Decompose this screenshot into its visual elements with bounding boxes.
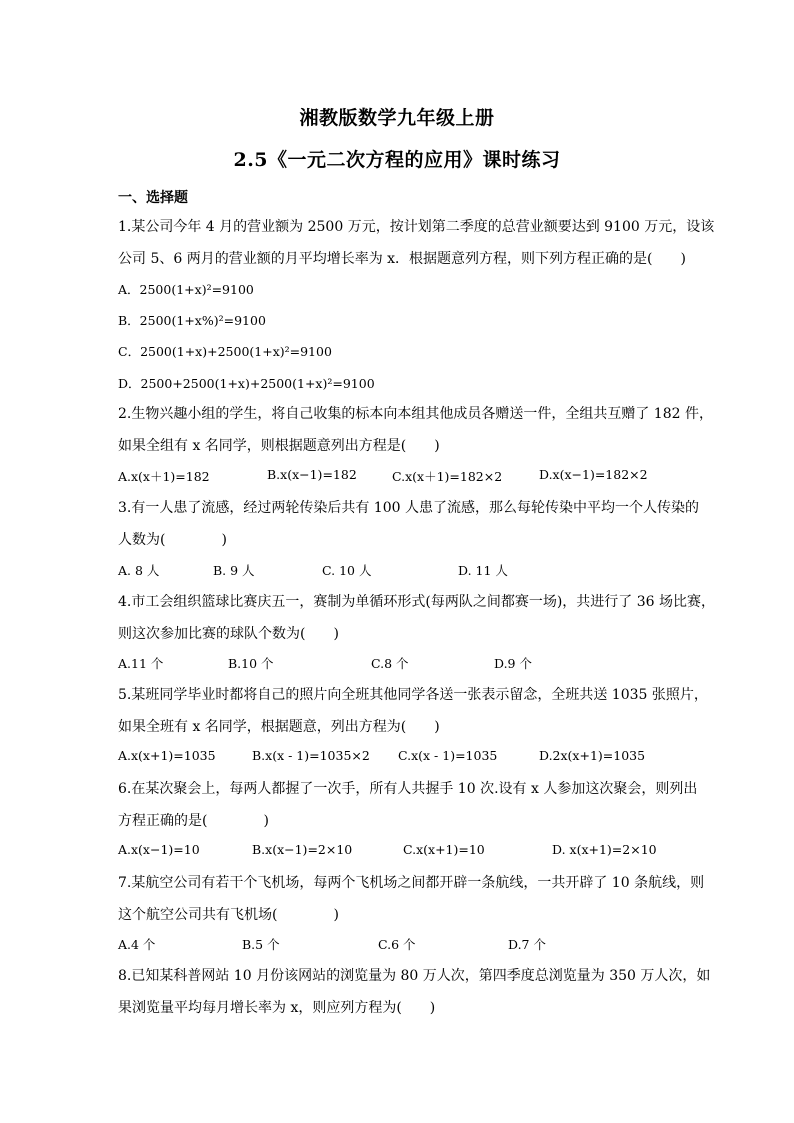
question-2-option-b: B.x(x−1)=182 <box>267 467 357 482</box>
question-1-option-b: B．2500(1+x%)²=9100 <box>118 313 266 328</box>
question-1-option-d: D．2500+2500(1+x)+2500(1+x)²=9100 <box>118 376 375 391</box>
question-6-line-2: 方程正确的是( ) <box>118 813 269 829</box>
question-4-line-2: 则这次参加比赛的球队个数为( ) <box>118 626 339 642</box>
question-5-option-a: A.x(x+1)=1035 <box>118 748 216 763</box>
question-3-option-d: D. 11 人 <box>458 563 508 578</box>
question-2-option-d: D.x(x−1)=182×2 <box>539 467 648 482</box>
question-2-option-a: A.x(x＋1)=182 <box>118 469 210 484</box>
question-4-option-c: C.8 个 <box>371 656 409 671</box>
question-4-line-1: 4.市工会组织篮球比赛庆五一，赛制为单循环形式(每两队之间都赛一场)，共进行了 36 场比赛， <box>118 594 715 610</box>
question-5-line-2: 如果全班有 x 名同学，根据题意，列出方程为( ) <box>118 719 440 735</box>
question-3-line-2: 人数为( ) <box>118 532 227 548</box>
question-7-option-d: D.7 个 <box>508 937 546 952</box>
question-4-option-d: D.9 个 <box>494 656 532 671</box>
question-1-line-1: 1.某公司今年 4 月的营业额为 2500 万元，按计划第二季度的总营业额要达到 9100 万元，设该 <box>118 219 715 235</box>
question-3-option-b: B. 9 人 <box>213 563 255 578</box>
question-6-option-b: B.x(x−1)=2×10 <box>252 842 353 857</box>
question-6-option-d: D. x(x+1)=2×10 <box>552 842 657 857</box>
question-6-option-c: C.x(x+1)=10 <box>403 842 485 857</box>
question-5-line-1: 5.某班同学毕业时都将自己的照片向全班其他同学各送一张表示留念，全班共送 1035 张照片， <box>118 687 708 703</box>
question-7-option-c: C.6 个 <box>378 937 416 952</box>
question-3-option-a: A. 8 人 <box>118 563 160 578</box>
question-3-option-c: C. 10 人 <box>322 563 372 578</box>
question-5-option-d: D.2x(x+1)=1035 <box>539 748 646 763</box>
question-2-line-2: 如果全组有 x 名同学，则根据题意列出方程是( ) <box>118 438 440 454</box>
question-1-line-2: 公司 5、6 两月的营业额的月平均增长率为 x．根据题意列方程，则下列方程正确的是( ) <box>118 251 686 267</box>
page-title: 湘教版数学九年级上册 <box>299 107 495 129</box>
question-6-line-1: 6.在某次聚会上，每两人都握了一次手，所有人共握手 10 次.设有 x 人参加这次聚会，则列出 <box>118 781 698 797</box>
question-7-option-b: B.5 个 <box>242 937 280 952</box>
question-1-option-a: A．2500(1+x)²=9100 <box>118 282 254 297</box>
question-7-option-a: A.4 个 <box>118 937 156 952</box>
page-subtitle: 2.5《一元二次方程的应用》课时练习 <box>233 149 561 171</box>
question-5-option-c: C.x(x - 1)=1035 <box>398 748 498 763</box>
question-4-option-a: A.11 个 <box>118 656 164 671</box>
question-4-option-b: B.10 个 <box>228 656 274 671</box>
question-8-line-1: 8.已知某科普网站 10 月份该网站的浏览量为 80 万人次，第四季度总浏览量为 350 万人次，如 <box>118 968 711 984</box>
question-2-option-c: C.x(x＋1)=182×2 <box>392 469 503 484</box>
question-2-line-1: 2.生物兴趣小组的学生，将自己收集的标本向本组其他成员各赠送一件，全组共互赠了 182 件， <box>118 406 713 422</box>
question-6-option-a: A.x(x−1)=10 <box>118 842 200 857</box>
question-7-line-2: 这个航空公司共有飞机场( ) <box>118 907 339 923</box>
question-7-line-1: 7.某航空公司有若干个飞机场，每两个飞机场之间都开辟一条航线，一共开辟了 10 条航线，则 <box>118 875 705 891</box>
question-8-line-2: 果浏览量平均每月增长率为 x，则应列方程为( ) <box>118 1000 436 1016</box>
question-5-option-b: B.x(x - 1)=1035×2 <box>252 748 370 763</box>
section-heading: 一、选择题 <box>118 190 188 206</box>
question-3-line-1: 3.有一人患了流感，经过两轮传染后共有 100 人患了流感，那么每轮传染中平均一个人传染的 <box>118 500 699 516</box>
question-1-option-c: C．2500(1+x)+2500(1+x)²=9100 <box>118 344 332 359</box>
